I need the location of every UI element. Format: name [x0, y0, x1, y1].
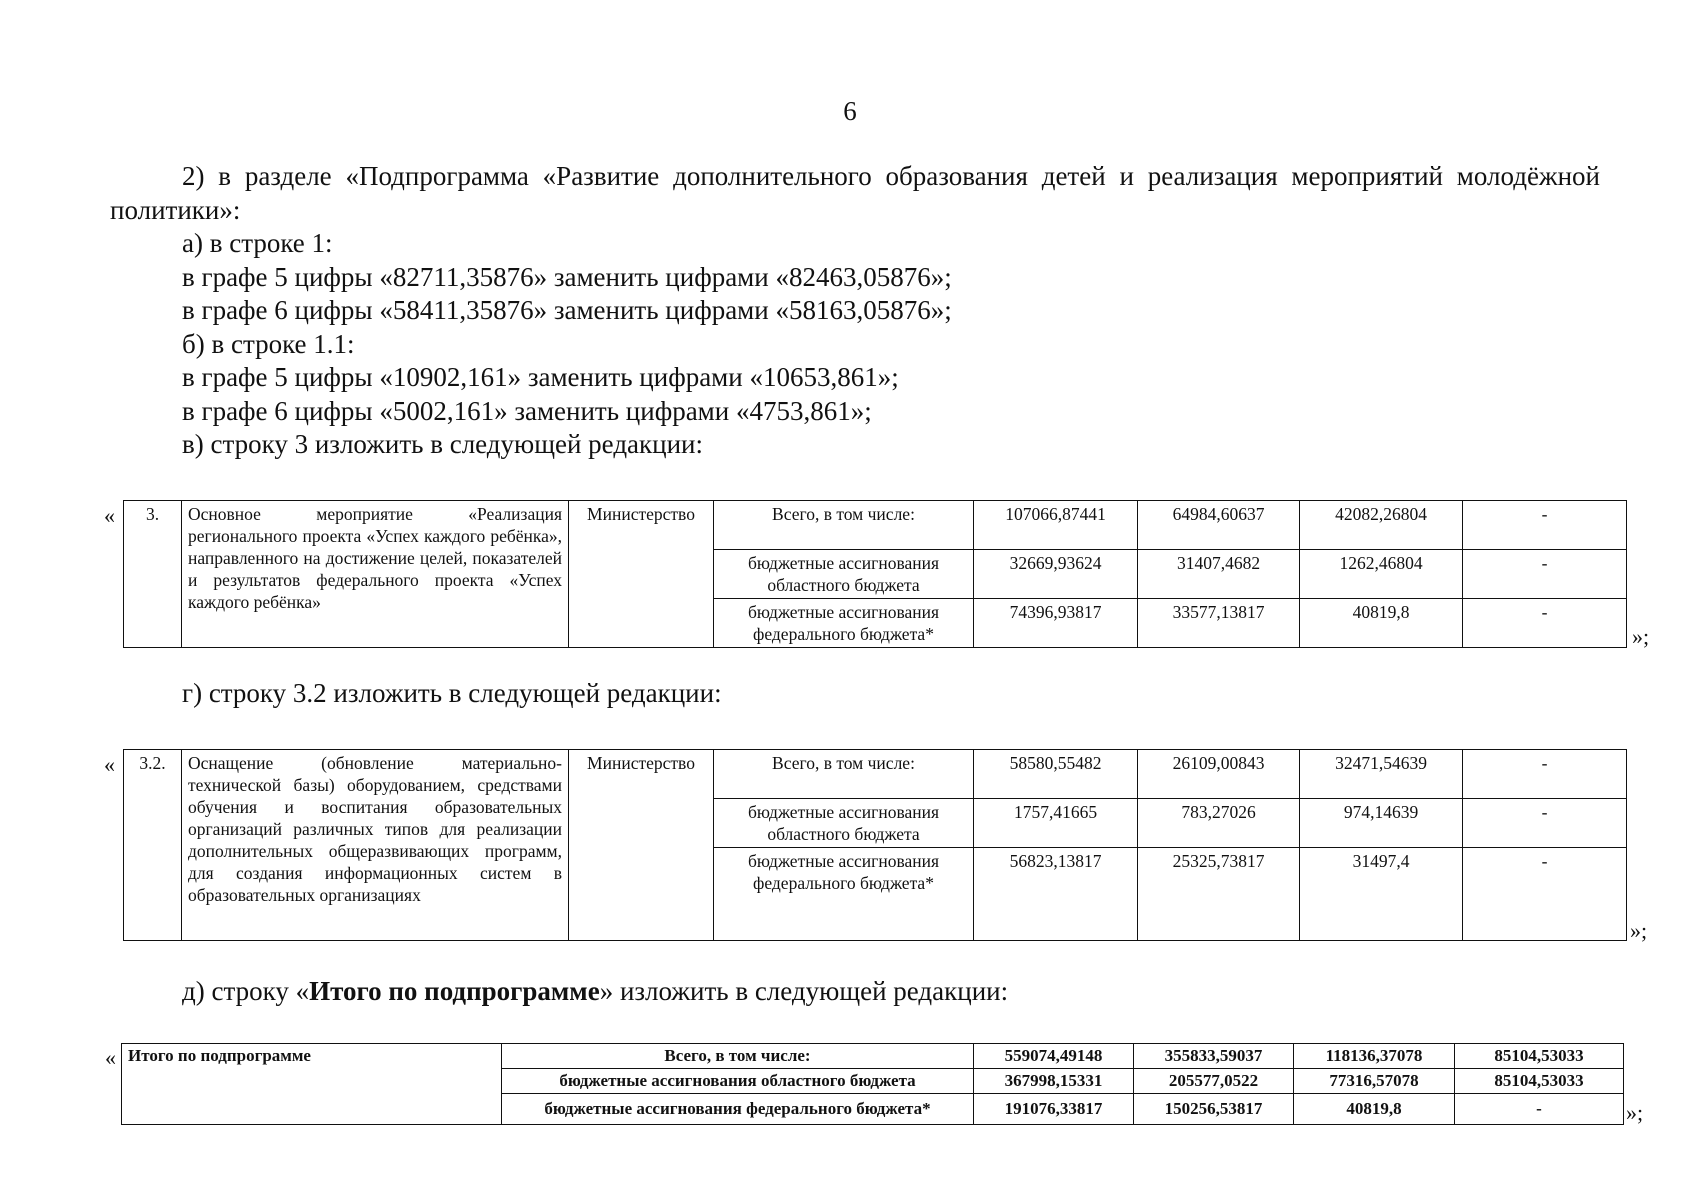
value-cell: -	[1463, 501, 1627, 550]
value-cell: 191076,33817	[974, 1094, 1134, 1125]
value-cell: 26109,00843	[1138, 750, 1300, 799]
text-line: в графе 5 цифры «10902,161» заменить цифрами «10653,861»;	[182, 362, 899, 392]
quote-open: «	[104, 503, 115, 528]
value-cell: 32471,54639	[1300, 750, 1463, 799]
value-cell: 355833,59037	[1134, 1044, 1294, 1069]
value-cell: 40819,8	[1300, 599, 1463, 648]
value-cell: 31407,4682	[1138, 550, 1300, 599]
value-cell: -	[1463, 550, 1627, 599]
table-total	[121, 1043, 1624, 1125]
row-category: бюджетные ассигнования областного бюджета	[714, 550, 974, 599]
value-cell: 40819,8	[1294, 1094, 1455, 1125]
quote-close: »;	[1630, 918, 1648, 943]
row-category: бюджетные ассигнования областного бюджета	[502, 1069, 974, 1094]
value-cell: 64984,60637	[1138, 501, 1300, 550]
value-cell: 1262,46804	[1300, 550, 1463, 599]
text-line: б) в строке 1.1:	[182, 328, 355, 359]
value-cell: -	[1455, 1094, 1624, 1125]
value-cell: 31497,4	[1300, 848, 1463, 941]
amendment-text	[110, 160, 1600, 462]
quote-open: «	[105, 1045, 116, 1070]
value-cell: 33577,13817	[1138, 599, 1300, 648]
quote-close: »;	[1626, 1100, 1644, 1125]
text-line: в) строку 3 изложить в следующей редакции:	[182, 429, 704, 459]
value-cell: 1757,41665	[974, 799, 1138, 848]
value-cell: 85104,53033	[1455, 1044, 1624, 1069]
table-row-3-2	[123, 749, 1627, 941]
value-cell: -	[1463, 599, 1627, 648]
row-category: бюджетные ассигнования областного бюджета	[714, 799, 974, 848]
value-cell: 783,27026	[1138, 799, 1300, 848]
value-cell: -	[1463, 848, 1627, 941]
table-row	[124, 750, 1627, 799]
row-category: Всего, в том числе:	[714, 501, 974, 550]
text-line: в графе 5 цифры «82711,35876» заменить цифрами «82463,05876»;	[182, 261, 952, 292]
table-row	[122, 1044, 1624, 1069]
value-cell: 974,14639	[1300, 799, 1463, 848]
text-line: в графе 6 цифры «58411,35876» заменить цифрами «58163,05876»;	[182, 295, 952, 325]
row-number: 3.	[124, 501, 182, 648]
quote-close: »;	[1632, 624, 1650, 649]
table-row	[124, 501, 1627, 550]
value-cell: 150256,53817	[1134, 1094, 1294, 1125]
row-category: Всего, в том числе:	[714, 750, 974, 799]
quote-open: «	[104, 752, 115, 777]
row-description: Оснащение (обновление материально-технической базы) оборудованием, средствами обучения и воспитания образовательных организаций различных типов для реализации дополнительных общеразвивающих программ, для создания информационных систем в образовательных организациях	[182, 750, 569, 941]
value-cell: 25325,73817	[1138, 848, 1300, 941]
value-cell: 32669,93624	[974, 550, 1138, 599]
value-cell: 77316,57078	[1294, 1069, 1455, 1094]
value-cell: 42082,26804	[1300, 501, 1463, 550]
row-number: 3.2.	[124, 750, 182, 941]
row-description: Основное мероприятие «Реализация регионального проекта «Успех каждого ребёнка», направленного на достижение целей, показателей и результатов федерального проекта «Успех каждого ребёнка»	[182, 501, 569, 648]
heading-total-after: » изложить в следующей редакции:	[599, 976, 1009, 1006]
table-row-3	[123, 500, 1627, 648]
heading-total-before: д) строку «	[182, 976, 310, 1006]
value-cell: 58580,55482	[974, 750, 1138, 799]
value-cell: 85104,53033	[1455, 1069, 1624, 1094]
value-cell: 205577,0522	[1134, 1069, 1294, 1094]
value-cell: 367998,15331	[974, 1069, 1134, 1094]
heading-total	[182, 976, 1008, 1007]
text-line: в графе 6 цифры «5002,161» заменить цифрами «4753,861»;	[182, 395, 872, 426]
row-description: Итого по подпрограмме	[122, 1044, 502, 1125]
value-cell: 559074,49148	[974, 1044, 1134, 1069]
intro-paragraph: 2) в разделе «Подпрограмма «Развитие дополнительного образования детей и реализация мероприятий молодёжной политики»:	[110, 161, 1600, 225]
row-executor: Министерство	[569, 750, 714, 941]
row-category: бюджетные ассигнования федерального бюджета*	[502, 1094, 974, 1125]
value-cell: 107066,87441	[974, 501, 1138, 550]
heading-total-bold: Итого по подпрограмме	[309, 976, 600, 1006]
value-cell: 56823,13817	[974, 848, 1138, 941]
row-category: Всего, в том числе:	[502, 1044, 974, 1069]
row-category: бюджетные ассигнования федерального бюджета*	[714, 599, 974, 648]
row-executor: Министерство	[569, 501, 714, 648]
value-cell: -	[1463, 750, 1627, 799]
value-cell: -	[1463, 799, 1627, 848]
row-category: бюджетные ассигнования федерального бюджета*	[714, 848, 974, 941]
page-number: 6	[843, 96, 857, 126]
value-cell: 74396,93817	[974, 599, 1138, 648]
heading-row-3-2: г) строку 3.2 изложить в следующей редакции:	[182, 678, 722, 708]
text-line: а) в строке 1:	[182, 228, 333, 258]
value-cell: 118136,37078	[1294, 1044, 1455, 1069]
